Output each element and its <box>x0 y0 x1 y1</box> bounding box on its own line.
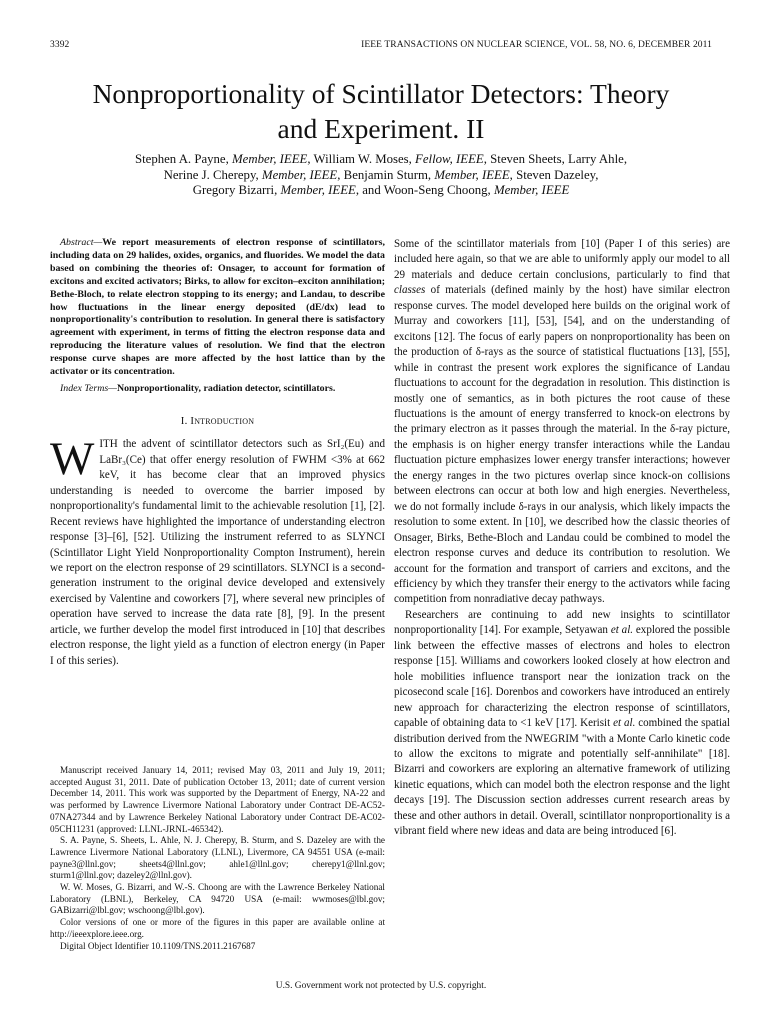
body-paragraph <box>394 608 730 840</box>
author-name: Woon-Seng Choong <box>383 183 488 197</box>
footnote-affiliation-llnl: S. A. Payne, S. Sheets, L. Ahle, N. J. Cherepy, B. Sturm, and S. Dazeley are with the Lawrence Livermore National Laboratory (LLNL), Livermore, CA 94551 USA (e-mail: payne3@llnl.gov; sheets4@llnl.gov; ahle1@llnl.gov; cherepy1@llnl.gov; sturm1@llnl.gov; dazeley2@llnl.gov). <box>50 835 385 881</box>
author-name: Nerine J. Cherepy <box>163 167 256 182</box>
footnote-doi: Digital Object Identifier 10.1109/TNS.2011.2167687 <box>60 940 256 951</box>
author-line-3: Gregory Bizarri, Member, IEEE, and Woon-Seng Choong, Member, IEEE <box>192 183 570 197</box>
emphasis: classes <box>394 284 426 297</box>
index-terms-text: Nonproportionality, radiation detector, scintillators. <box>116 382 336 394</box>
text-run: Some of the scintillator materials from [10] (Paper I of this series) are included here again, so that we are able to uniformly apply our model to all 29 materials and deduce certain conclusions, particularly to find that <box>394 238 730 281</box>
author-line-1: Stephen A. Payne, Member, IEEE, William W. Moses, Fellow, IEEE, Steven Sheets, Larry Ahle, <box>134 152 628 166</box>
text-run: combined the spatial distribution derived from the NWEGRIM "with a Monte Carlo kinetic code to allow the excitons to migrate and potentially self-annihilate" [18]. Bizarri and coworkers are exploring an alternative framework of utilizing kinetic equations, which can model both the electron response and the light decays [19]. The Discussion section addresses current research areas by these and other authors in detail. Overall, scintillator nonproportionality is a vibrant field where new ideas and data are being introduced [6]. <box>394 717 730 838</box>
author-name: Stephen A. Payne <box>134 152 226 166</box>
author-role: Member, IEEE <box>493 183 570 197</box>
copyright-notice: U.S. Government work not protected by U.S. copyright. <box>275 981 487 991</box>
author-name: Gregory Bizarri <box>192 183 275 197</box>
title-line-1: Nonproportionality of Scintillator Detectors: Theory <box>92 78 670 109</box>
text-run: of materials (defined mainly by the host) have similar electron response curves. The model developed here builds on the original work of Murray and coworkers [11], [53], [54], and on the understanding of excitons [12]. The focus of early papers on nonproportionality has been on the production of δ-rays as the source of statistical fluctuations [13], [55], while in contrast the present work explores the significance of Landau fluctuations to account for the degradation in resolution. This distinction is mostly one of semantics, as in both pictures the root cause of these fluctuations is the amount of energy transferred to knock-on electrons by the primary electron as it passes through the material. In the δ-ray picture, the emphasis is on higher energy transfer interactions while the Landau fluctuation picture emphasizes lower energy transfer interactions; however the energy ranges in the two pictures overlap since knock-on collisions between electrons can occur at both low and high energies. Nevertheless, we do not formally include δ-rays in our analysis, which likely impacts the resolution to some extent. In [10], we described how the classic theories of Onsager, Birks, Bethe-Bloch and Landau could be combined to model the electron response curves and deduce its contribution to resolution. We account for the formation and transport of carriers and excitons, and the efficiency by which they transfer their energy to the activators while facing competition from nonradiative decay pathways. <box>394 284 730 606</box>
author-list <box>50 152 712 199</box>
author-role: Member, IEEE <box>261 167 338 182</box>
author-name: Steven Sheets <box>490 152 562 166</box>
footnote-affiliation-lbnl: W. W. Moses, G. Bizarri, and W.-S. Choong are with the Lawrence Berkeley National Laboratory (LBNL), Berkeley, CA 94720 USA (e-mail: wwmoses@lbl.gov; GABizarri@lbl.gov; wschoong@lbl.gov). <box>50 882 385 916</box>
section-number: I. <box>180 414 191 427</box>
abstract-text: We report measurements of electron response of scintillators, including data on 29 halides, oxides, organics, and fluorides. We model the data based on combining the theories of: Onsager, to account for formation of excitons and excited activators; Birks, to allow for exciton–exciton annihilation; Bethe-Bloch, to relate electron stopping to its energy; and Landau, to describe how fluctuations in the linear energy deposited (dE/dx) lead to nonproportionality's contribution to resolution. In general there is satisfactory agreement with experiment, in terms of fitting the electron response data and reproducing the literature values of resolution. We find that the electron response curve shapes are more affected by the host lattice than by the activator or its concentration. <box>50 237 385 378</box>
footnote-block <box>50 765 385 952</box>
author-name: Larry Ahle <box>568 152 624 166</box>
page-number: 3392 <box>50 40 70 50</box>
drop-cap: W <box>50 433 95 486</box>
author-role: Member, IEEE <box>280 183 356 197</box>
index-terms-label: Index Terms— <box>60 382 117 394</box>
section-heading-introduction <box>50 414 385 429</box>
intro-paragraph <box>50 433 385 669</box>
journal-header: IEEE TRANSACTIONS ON NUCLEAR SCIENCE, VOL. 58, NO. 6, DECEMBER 2011 <box>361 40 712 50</box>
right-column <box>394 237 730 840</box>
author-role: Member, IEEE <box>434 167 510 182</box>
section-title: Introduction <box>190 414 255 427</box>
footnote-manuscript: Manuscript received January 14, 2011; revised May 03, 2011 and July 19, 2011; accepted August 31, 2011. Date of publication October 13, 2011; date of current version December 14, 2011. This work was supported by the Department of Energy, NA-22 and was performed by Lawrence Livermore National Laboratory under Contract DE-AC52-07NA27344 and by Lawrence Berkeley National Laboratory under Contract DE-AC02-05CH11231 (approved: LLNL-JRNL-465342). <box>50 765 385 834</box>
index-terms <box>50 383 385 396</box>
abstract-label: Abstract— <box>60 237 103 248</box>
paper-title <box>50 76 712 146</box>
running-head <box>50 40 712 54</box>
title-line-2: and Experiment. II <box>277 113 485 144</box>
author-role: Fellow, IEEE <box>415 152 484 166</box>
author-name: Benjamin Sturm <box>343 167 428 182</box>
author-name: Steven Dazeley <box>516 167 596 182</box>
text-run: Researchers are continuing to add new insights to scintillator nonproportionality [14]. For example, Setyawan <box>394 608 730 637</box>
author-line-2: Nerine J. Cherepy, Member, IEEE, Benjamin Sturm, Member, IEEE, Steven Dazeley, <box>163 167 599 182</box>
left-column <box>50 237 385 669</box>
text-run: explored the possible link between the effective masses of electrons and holes to electron response [15]. Williams and coworkers looked closely at how electron and hole mobilities influence transport near the ionization track on the picosecond scale [16]. Dorenbos and coworkers have introduced an entirely new approach for characterizing the electron response of scintillators, capable of obtaining data to <1 keV [17]. Kerisit <box>394 624 730 730</box>
emphasis: et al. <box>610 624 634 637</box>
abstract <box>50 237 385 379</box>
emphasis: et al. <box>613 717 636 730</box>
author-role: Member, IEEE <box>232 152 308 166</box>
body-paragraph <box>394 237 730 608</box>
footnote-color-versions: Color versions of one or more of the figures in this paper are available online at http://ieeexplore.ieee.org. <box>50 917 385 939</box>
intro-text: ITH the advent of scintillator detectors such as SrI₂(Eu) and LaBr₃(Ce) that offer energy resolution of FWHM <3% at 662 keV, it has become clear that an improved physics understanding is needed to overcome the barrier imposed by nonproportionality's fundamental limit to the achievable resolution [1], [2]. Recent reviews have highlighted the importance of understanding electron response [3]–[6], [52]. Utilizing the instrument referred to as SLYNCI (Scintillator Light Yield Nonproportionality Compton Instrument), herein we report on the electron response of 29 scintillators. SLYNCI is a second-generation instrument to the original device developed and extensively exercised by Valentine and coworkers [7], where several new principles of operation have served to increase the data rate [8], [9]. In the present article, we further develop the model first introduced in [10] that describes electron response, the light yield as a function of electron energy (in Paper I of this series). <box>50 438 385 667</box>
author-name: William W. Moses <box>313 152 409 166</box>
